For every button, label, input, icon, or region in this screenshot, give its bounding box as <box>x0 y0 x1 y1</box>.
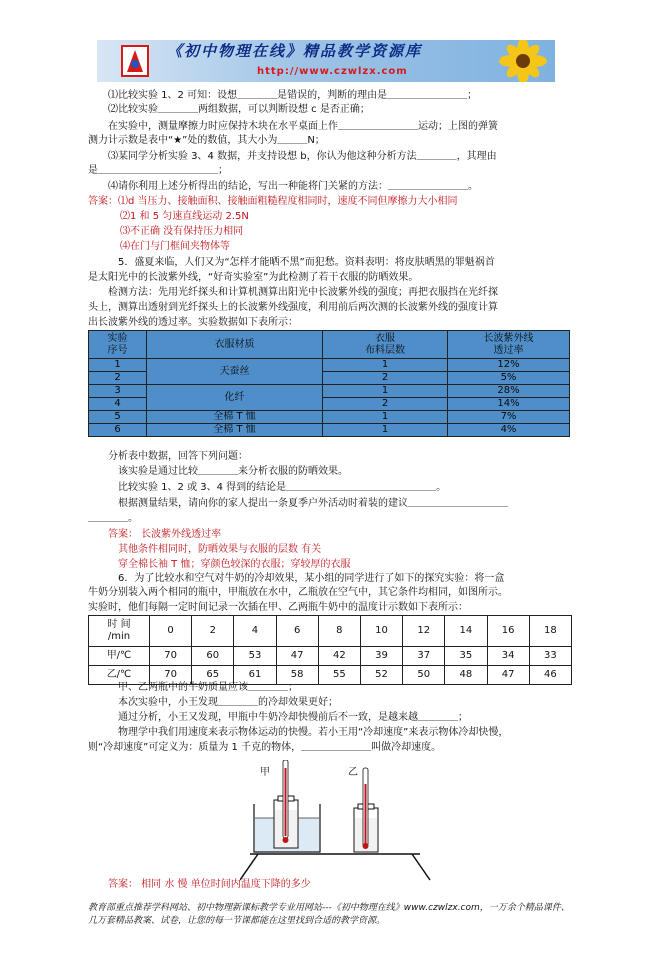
q4-line-3: 在实验中，测量摩擦力时应保持木块在水平桌面上作＿＿＿＿＿＿＿＿运动；上图的弹簧 <box>108 121 498 132</box>
q6-line-2: 牛奶分别装入两个相同的瓶中，甲瓶放在水中，乙瓶放在空气中，其它条件均相同，如图所示。 <box>88 587 508 598</box>
q6-after-3: 通过分析，小王又发现，甲瓶中牛奶冷却快慢前后不一致，是越来越＿＿＿＿； <box>118 712 468 723</box>
table-cell: 16 <box>487 616 529 647</box>
table-cell: 1 <box>323 411 448 424</box>
q5-line-2: 是太阳光中的长波紫外线，“好奇实验室”为此检测了若干衣服的防晒效果。 <box>88 272 419 283</box>
q5-after-1: 分析表中数据，回答下列问题： <box>108 451 248 462</box>
table-cell: 5 <box>89 411 147 424</box>
table-surface <box>240 854 430 880</box>
table-cell: 2 <box>323 372 448 385</box>
q4-line-6: 是＿＿＿＿＿＿＿＿＿＿＿＿； <box>88 165 228 176</box>
table-cell: 6 <box>276 616 318 647</box>
q6-after-4: 物理学中我们用速度来表示物体运动的快慢。若小王用“冷却速度”来表示物体冷却快慢， <box>118 727 509 738</box>
table-cell: 4% <box>448 424 570 437</box>
table-cell: 48 <box>445 666 487 685</box>
table-cell: 28% <box>448 385 570 398</box>
q6-after-1: 甲、乙两瓶中的牛奶质量应该＿＿＿＿； <box>118 682 298 693</box>
site-logo-icon <box>119 44 151 78</box>
q6-after-5: 则“冷却速度”可定义为：质量为 1 千克的物体，＿＿＿＿＿＿＿叫做冷却速度。 <box>88 742 442 753</box>
table-cell: 37 <box>403 647 445 666</box>
table-cell: 55 <box>318 666 360 685</box>
table-row <box>89 385 570 398</box>
q5-line-4: 头上，测算出透射到光纤探头上的长波紫外线强度，利用前后两次测的长波紫外线的强度计算 <box>88 302 498 313</box>
q4-answer-2: ⑵1 和 5 匀速直线运动 2.5N <box>120 211 249 222</box>
time-label: 时 间 <box>107 619 131 630</box>
table-cell: 18 <box>529 616 571 647</box>
table-cell: 50 <box>403 666 445 685</box>
table-row <box>89 616 572 647</box>
table-header: 长波紫外线 透过率 <box>448 331 570 359</box>
q5-after-2: 该实验是通过比较＿＿＿＿来分析衣服的防晒效果。 <box>118 466 348 477</box>
page-footer: 教育部重点推荐学科网站、初中物理新课标教学专业用网站---《初中物理在线》www.czwlzx.com，一万余个精品课件、几万套精品教案、试卷，让您的每一节课都能在这里找到合适的教学资源。 <box>88 903 570 926</box>
table-cell: 47 <box>487 666 529 685</box>
q4-line-4: 测力计示数是表中“★”处的数值，其大小为＿＿＿N； <box>88 135 325 146</box>
table-cell: 化纤 <box>147 385 323 411</box>
table-header: 甲/℃ <box>89 647 150 666</box>
uv-transmission-table <box>88 330 570 437</box>
table-row <box>89 411 570 424</box>
q4-line-7: ⑷请你利用上述分析得出的结论，写出一种能将门关紧的方法：＿＿＿＿＿＿＿＿。 <box>108 181 478 192</box>
q5-line-5: 出长波紫外线的透过率。实验数据如下表所示： <box>88 317 298 328</box>
table-cell: 1 <box>323 424 448 437</box>
table-cell: 42 <box>318 647 360 666</box>
q5-answer-3: 穿全棉长袖 T 恤；穿颜色较深的衣服；穿较厚的衣服 <box>118 559 351 570</box>
table-cell: 70 <box>150 647 192 666</box>
table-cell: 4 <box>89 398 147 411</box>
q6-line-1: 6．为了比较水和空气对牛奶的冷却效果，某小组的同学进行了如下的探究实验：将一盒 <box>118 573 505 584</box>
table-cell: 14% <box>448 398 570 411</box>
q6-after-2: 本次实验中，小王发现＿＿＿＿的冷却效果更好； <box>118 697 338 708</box>
q4-line-5: ⑶某同学分析实验 3、4 数据，并支持设想 b，你认为他这种分析方法＿＿＿＿，其理由 <box>108 151 497 162</box>
table-cell: 61 <box>234 666 276 685</box>
table-header <box>89 616 150 647</box>
table-cell: 1 <box>323 385 448 398</box>
table-cell: 0 <box>150 616 192 647</box>
table-cell: 35 <box>445 647 487 666</box>
table-cell: 60 <box>192 647 234 666</box>
cooling-experiment-figure <box>240 760 440 882</box>
table-cell: 47 <box>276 647 318 666</box>
q6-answer: 答案： 相同 水 慢 单位时间内温度下降的多少 <box>108 879 311 890</box>
table-cell: 65 <box>192 666 234 685</box>
q5-after-5: ＿＿＿＿。 <box>88 513 138 524</box>
q4-answer-3: ⑶不正确 没有保持压力相同 <box>120 226 244 237</box>
q4-line-2: ⑵比较实验＿＿＿＿两组数据，可以判断设想 c 是否正确； <box>108 104 370 115</box>
q4-answer-4: ⑷在门与门框间夹物体等 <box>120 241 230 252</box>
label-jia: 甲 <box>260 767 270 778</box>
table-row <box>89 647 572 666</box>
q5-line-1: 5．盛夏来临，人们又为“怎样才能晒不黑”而犯愁。资料表明：将皮肤晒黑的罪魁祸首 <box>118 257 495 268</box>
table-header: 衣服材质 <box>147 331 323 359</box>
table-cell: 全棉 T 恤 <box>147 411 323 424</box>
q5-answer-1: 答案： 长波紫外线透过率 <box>108 529 222 540</box>
table-cell: 34 <box>487 647 529 666</box>
thermometer-yi <box>363 768 369 849</box>
q5-answer-2: 其他条件相同时，防晒效果与衣服的层数 有关 <box>118 544 322 555</box>
table-cell: 12 <box>403 616 445 647</box>
table-cell: 52 <box>360 666 402 685</box>
table-cell: 39 <box>360 647 402 666</box>
table-cell: 10 <box>360 616 402 647</box>
table-cell: 4 <box>234 616 276 647</box>
table-cell: 53 <box>234 647 276 666</box>
table-cell: 58 <box>276 666 318 685</box>
table-header: 乙/℃ <box>89 666 150 685</box>
table-cell: 2 <box>192 616 234 647</box>
table-cell: 1 <box>89 359 147 372</box>
table-cell: 5% <box>448 372 570 385</box>
table-row <box>89 359 570 372</box>
table-row <box>89 424 570 437</box>
table-header: 衣服 布料层数 <box>323 331 448 359</box>
table-cell: 8 <box>318 616 360 647</box>
table-cell: 1 <box>323 359 448 372</box>
table-cell: 天蚕丝 <box>147 359 323 385</box>
table-cell: 33 <box>529 647 571 666</box>
milk-temperature-table <box>88 615 572 685</box>
thermometer-jia <box>283 760 289 843</box>
label-yi: 乙 <box>348 767 358 778</box>
banner-url[interactable]: http://www.czwlzx.com <box>257 66 408 77</box>
table-cell: 7% <box>448 411 570 424</box>
header-banner <box>97 40 555 82</box>
table-cell: 6 <box>89 424 147 437</box>
table-cell: 全棉 T 恤 <box>147 424 323 437</box>
q6-line-3: 实验时，他们每隔一定时间记录一次插在甲、乙两瓶牛奶中的温度计示数如下表所示： <box>88 602 468 613</box>
table-cell: 2 <box>89 372 147 385</box>
table-cell: 70 <box>150 666 192 685</box>
table-cell: 3 <box>89 385 147 398</box>
sunflower-icon <box>483 40 553 82</box>
q5-after-4: 根据测量结果，请向你的家人提出一条夏季户外活动时着装的建议＿＿＿＿＿＿＿＿＿＿ <box>118 498 508 509</box>
table-header: 实验 序号 <box>89 331 147 359</box>
time-unit: /min <box>107 631 131 642</box>
banner-title: 《初中物理在线》精品教学资源库 <box>167 42 423 60</box>
q4-line-1: ⑴比较实验 1、2 可知：设想＿＿＿＿是错误的，判断的理由是＿＿＿＿＿＿＿＿； <box>108 90 478 101</box>
table-cell: 14 <box>445 616 487 647</box>
q5-after-3: 比较实验 1、2 或 3、4 得到的结论是＿＿＿＿＿＿＿＿＿＿＿＿＿＿＿。 <box>118 482 447 493</box>
table-cell: 12% <box>448 359 570 372</box>
q4-answer-1: 答案：⑴d 当压力、接触面积、接触面粗糙程度相同时，速度不同但摩擦力大小相同 <box>88 196 458 207</box>
q5-line-3: 检测方法：先用光纤探头和计算机测算出阳光中长波紫外线的强度；再把衣服挡在光纤探 <box>108 287 498 298</box>
table-cell: 46 <box>529 666 571 685</box>
table-cell: 2 <box>323 398 448 411</box>
